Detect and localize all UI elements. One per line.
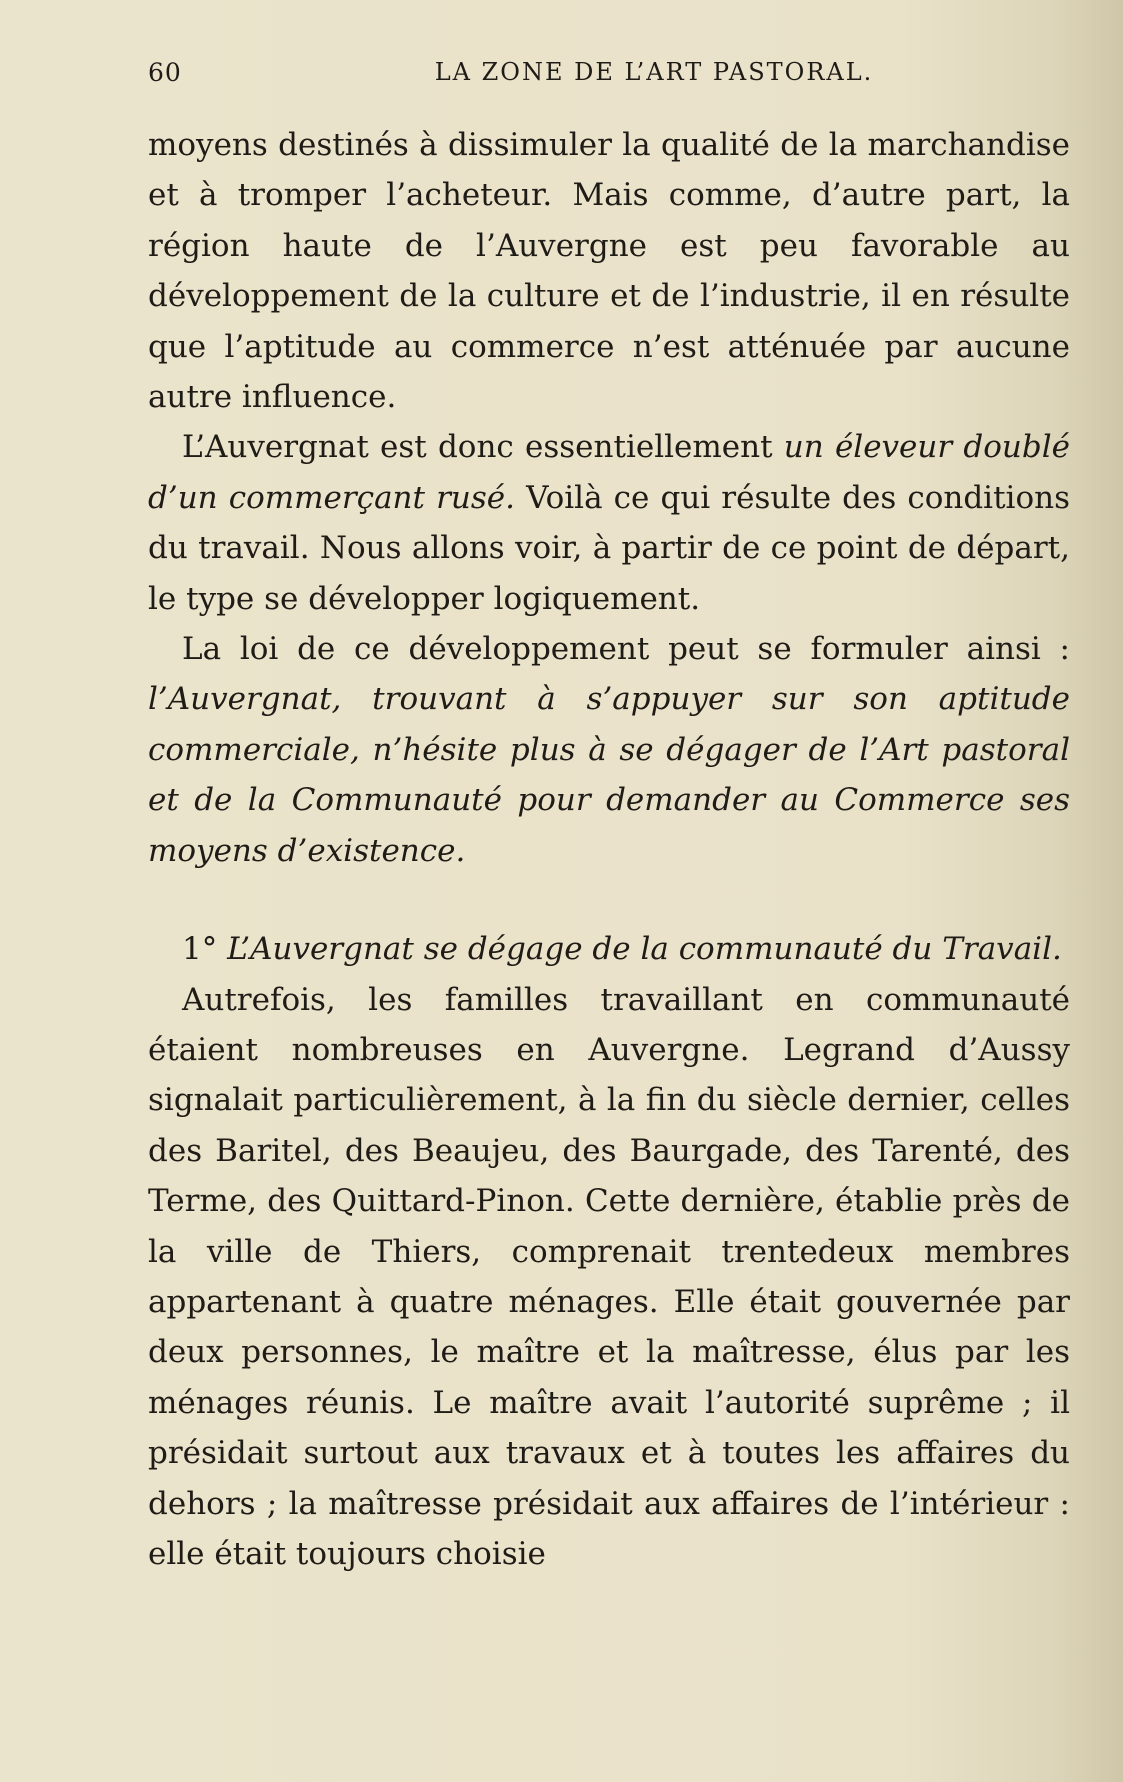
paragraph-text: Voilà ce qui résulte des conditions du travail. Nous allons voir, à partir de ce point de départ, le type se développer logiquement. (148, 479, 1070, 617)
page-header (148, 58, 1070, 98)
paragraph-continuation: moyens destinés à dissimuler la qualité de la marchandise et à tromper l’acheteur. Mais comme, d’autre part, la région haute de l’Auvergne est peu favorable au développement de la culture et de l’industrie, il en résulte que l’aptitude au commerce n’est atténuée par aucune autre influence. (148, 127, 1070, 416)
section-spacer (148, 876, 1070, 924)
paragraph-auvergnat-type (148, 422, 1070, 624)
paragraph-text: La loi de ce développement peut se formuler ainsi : (182, 631, 1070, 668)
paragraph-communities: Autrefois, les familles travaillant en communauté étaient nombreuses en Auvergne. Legrand d’Aussy signalait particulièrement, à la fin du siècle dernier, celles des Baritel, des Beaujeu, des Baurgade, des Tarenté, des Terme, des Quittard-Pinon. Cette dernière, établie près de la ville de Thiers, comprenait trentedeux membres appartenant à quatre ménages. Elle était gouvernée par deux personnes, le maître et la maîtresse, élus par les ménages réunis. Le maître avait l’autorité suprême ; il présidait surtout aux travaux et à toutes les affaires du dehors ; la maîtresse présidait aux affaires de l’intérieur : elle était toujours choisie (148, 981, 1070, 1572)
emphasis-text: un éleveur doublé d’un commerçant rusé. (148, 429, 1070, 516)
paragraph-text: L’Auvergnat est donc essentiellement (182, 429, 784, 466)
page-number: 60 (148, 58, 182, 87)
section-number: 1° (182, 931, 218, 968)
page-body (148, 120, 1070, 1579)
section-heading (148, 924, 1070, 974)
running-title: LA ZONE DE L’ART PASTORAL. (434, 58, 874, 86)
paragraph-development-law (148, 624, 1070, 876)
section-title: L’Auvergnat se dégage de la communauté du Travail. (217, 931, 1062, 968)
emphasis-text: l’Auvergnat, trouvant à s’appuyer sur son aptitude commerciale, n’hésite plus à se dégager de l’Art pastoral et de la Communauté pour demander au Commerce ses moyens d’existence. (148, 681, 1070, 869)
